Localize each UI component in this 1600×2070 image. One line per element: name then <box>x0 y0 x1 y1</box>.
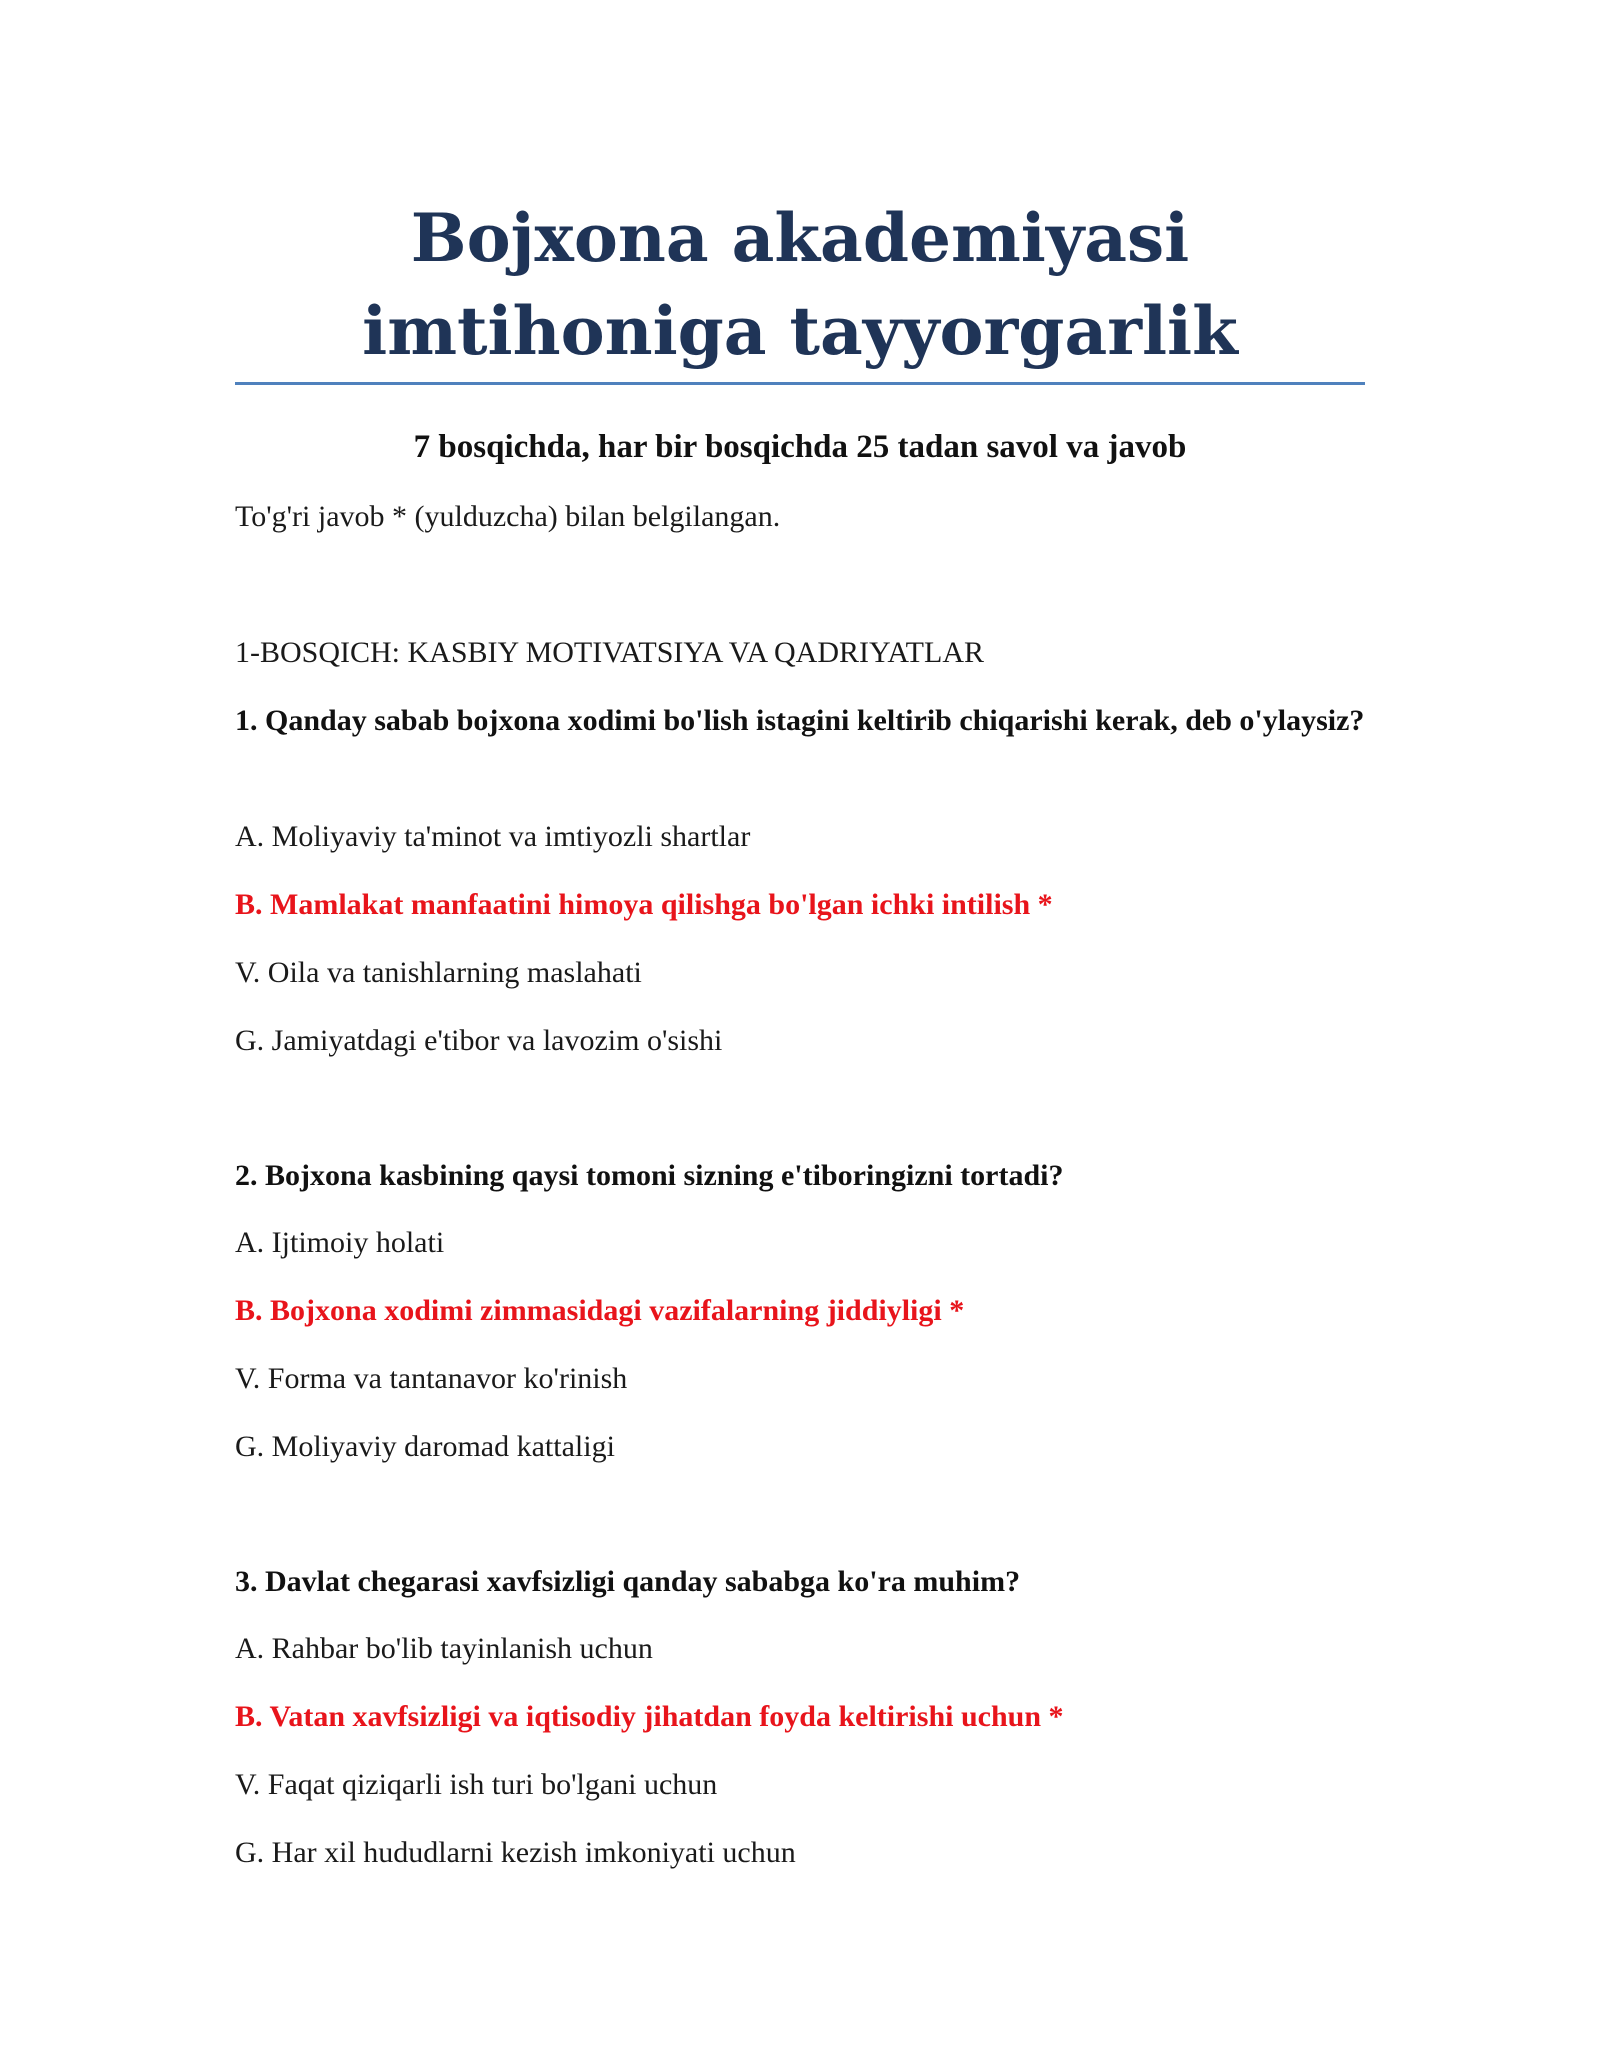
title-line-1: Bojxona akademiyasi <box>410 199 1190 277</box>
document-title <box>235 192 1365 378</box>
question-3-option-a: A. Rahbar bo'lib tayinlanish uchun <box>235 1632 653 1665</box>
document-subtitle: 7 bosqichda, har bir bosqichda 25 tadan savol va javob <box>413 429 1187 465</box>
question-3-text: 3. Davlat chegarasi xavfsizligi qanday sababga ko'ra muhim? <box>235 1565 1021 1598</box>
question-2-option-b-correct: B. Bojxona xodimi zimmasidagi vazifalarning jiddiyligi * <box>235 1294 965 1327</box>
question-1-option-a: A. Moliyaviy ta'minot va imtiyozli shartlar <box>235 820 751 853</box>
question-1-text: 1. Qanday sabab bojxona xodimi bo'lish istagini keltirib chiqarishi kerak, deb o'ylaysiz? <box>235 704 1365 737</box>
title-line-2: imtihoniga tayyorgarlik <box>362 292 1238 370</box>
question-3-option-b-correct: B. Vatan xavfsizligi va iqtisodiy jihatdan foyda keltirishi uchun * <box>235 1700 1064 1733</box>
stage-heading: 1-BOSQICH: KASBIY MOTIVATSIYA VA QADRIYATLAR <box>235 636 984 669</box>
question-3-option-v: V. Faqat qiziqarli ish turi bo'lgani uchun <box>235 1768 718 1801</box>
title-divider <box>235 382 1365 385</box>
question-2-text: 2. Bojxona kasbining qaysi tomoni sizning e'tiboringizni tortadi? <box>235 1159 1064 1192</box>
question-3-option-g: G. Har xil hududlarni kezish imkoniyati uchun <box>235 1836 796 1869</box>
question-1-option-v: V. Oila va tanishlarning maslahati <box>235 956 642 989</box>
answer-key-note: To'g'ri javob * (yulduzcha) bilan belgilangan. <box>235 500 781 533</box>
question-2-option-v: V. Forma va tantanavor ko'rinish <box>235 1362 628 1395</box>
question-1-option-b-correct: B. Mamlakat manfaatini himoya qilishga bo'lgan ichki intilish * <box>235 888 1053 921</box>
question-2-option-g: G. Moliyaviy daromad kattaligi <box>235 1430 615 1463</box>
question-2-option-a: A. Ijtimoiy holati <box>235 1226 445 1259</box>
question-1-option-g: G. Jamiyatdagi e'tibor va lavozim o'sishi <box>235 1024 723 1057</box>
